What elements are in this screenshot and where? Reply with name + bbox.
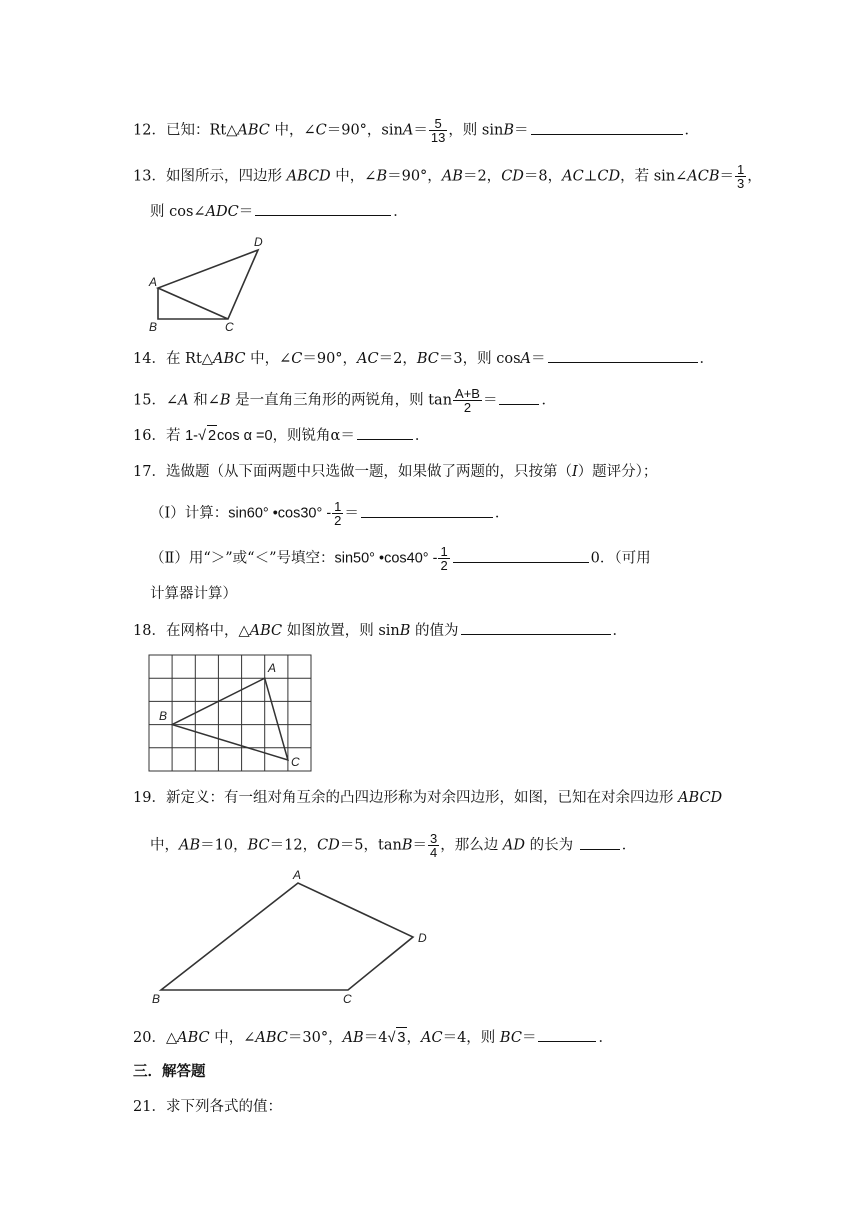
fraction-1-2-p1: $\frac{1}{2}$ (334, 499, 342, 528)
answer-blank-16[interactable] (357, 425, 413, 440)
question-13-line2: 则 cos∠ADC＝ ． (150, 201, 408, 222)
fig13-label-B: B (149, 320, 158, 332)
question-12: 12．已知：Rt△ABC 中，∠C＝90°，sinA＝ $\frac{5}{13}$ ，则 sinB＝ ． (133, 116, 699, 145)
expression-16: 1-√ 2cos α =0 (185, 428, 273, 444)
question-17-part-1: （Ⅰ）计算：sin60° •cos30° - $\frac{1}{2}$ ＝ ． (150, 499, 510, 528)
question-20: 20．△ABC 中，∠ABC＝30°，AB＝4√ 3，AC＝4，则 BC＝ ． (133, 1027, 613, 1048)
question-21: 21．求下列各式的值： (133, 1099, 282, 1115)
sqrt-3: √ 3 (387, 1030, 406, 1046)
question-17-part-2: （Ⅱ）用“＞”或“＜”号填空：sin50° •cos40° - $\frac{1}{2}$ 0．（可用 (150, 544, 651, 573)
fig18-label-B: B (159, 709, 168, 723)
fig18-label-A: A (268, 661, 277, 675)
fraction-a-plus-b-over-2: $\frac{A+B}{2}$ (455, 386, 480, 415)
answer-blank-17-1[interactable] (361, 503, 493, 518)
question-18: 18．在网格中，△ABC 如图放置，则 sinB 的值为 ． (133, 620, 627, 641)
figure-19-quadrilateral (148, 868, 436, 1008)
section-heading-3: 三．解答题 (133, 1063, 206, 1080)
answer-blank-20[interactable] (538, 1027, 596, 1042)
answer-blank-14[interactable] (548, 348, 698, 363)
answer-blank-13[interactable] (255, 201, 391, 216)
fraction-1-3: $\frac{1}{3}$ (737, 162, 745, 191)
fig19-label-C: C (343, 992, 352, 1006)
fig19-label-A: A (293, 868, 302, 882)
answer-blank-19[interactable] (580, 835, 620, 850)
answer-blank-15[interactable] (499, 390, 539, 405)
question-13: 13．如图所示，四边形 ABCD 中，∠B＝90°，AB＝2，CD＝8，AC⊥CD，若 sin∠ACB＝ $\frac{1}{3}$ ， (133, 162, 762, 191)
question-14: 14．在 Rt△ABC 中，∠C＝90°，AC＝2，BC＝3，则 cosA＝ ． (133, 348, 714, 369)
question-16: 16．若 1-√ 2cos α =0，则锐角α＝ ． (133, 425, 429, 446)
fig19-label-B: B (152, 992, 161, 1006)
question-17-line3: 计算器计算） (150, 586, 237, 602)
figure-18-grid-triangle (148, 654, 314, 774)
question-19-line2: 中，AB＝10，BC＝12，CD＝5，tanB＝ $\frac{3}{4}$ ，那么边 AD 的长为 ． (150, 831, 637, 860)
fig13-label-D: D (254, 235, 263, 249)
figure-13-quadrilateral (145, 232, 270, 332)
fig13-label-C: C (225, 320, 234, 332)
question-17: 17．选做题（从下面两题中只选做一题，如果做了两题的，只按第（I）题评分）； (133, 464, 658, 480)
question-19: 19．新定义：有一组对角互余的凸四边形称为对余四边形，如图，已知在对余四边形 ABCD (133, 790, 723, 806)
answer-blank-12[interactable] (531, 120, 683, 135)
fig18-label-C: C (291, 755, 300, 769)
answer-blank-17-2[interactable] (453, 548, 589, 563)
question-15: 15．∠A 和∠B 是一直角三角形的两锐角，则 tan $\frac{A+B}{2}$ ＝ ． (133, 386, 556, 415)
fig13-label-A: A (149, 275, 158, 289)
fraction-3-4: $\frac{3}{4}$ (430, 831, 438, 860)
fig19-label-D: D (418, 931, 427, 945)
fraction-1-2-p2: $\frac{1}{2}$ (440, 544, 448, 573)
fraction-5-13: $\frac{5}{13}$ (430, 116, 446, 145)
answer-blank-18[interactable] (461, 620, 611, 635)
